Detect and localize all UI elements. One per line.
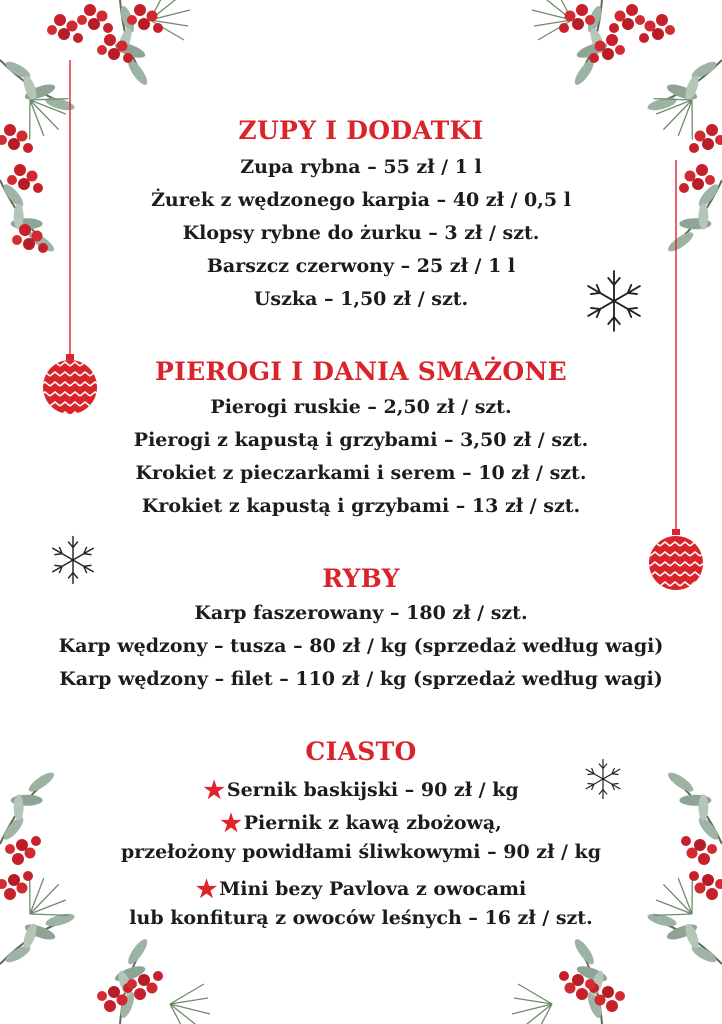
menu-item: Pierogi ruskie – 2,50 zł / szt. (210, 396, 512, 418)
menu-item: Karp faszerowany – 180 zł / szt. (194, 602, 528, 624)
menu-item-text: Piernik z kawą zbożową, (243, 812, 502, 834)
menu-item (0, 775, 722, 804)
menu-item: Zupa rybna – 55 zł / 1 l (240, 156, 482, 178)
menu-item: Pierogi z kapustą i grzybami – 3,50 zł / szt. (133, 429, 589, 451)
section-title-zupy: ZUPY I DODATKI (238, 116, 484, 145)
section-title-ryby: RYBY (322, 564, 400, 593)
menu-item: Karp wędzony – filet – 110 zł / kg (sprzedaż według wagi) (59, 668, 663, 690)
menu-item: Krokiet z pieczarkami i serem – 10 zł / szt. (135, 462, 587, 484)
section-title-ciasto: CIASTO (305, 737, 417, 766)
star-icon: ★ (195, 874, 218, 903)
menu-item (0, 808, 722, 837)
menu-item-text: lub konfiturą z owoców leśnych – 16 zł / szt. (129, 907, 593, 929)
menu-item-text: Mini bezy Pavlova z owocami (219, 878, 527, 900)
menu-item: Żurek z wędzonego karpia – 40 zł / 0,5 l (151, 189, 571, 211)
menu-item: Krokiet z kapustą i grzybami – 13 zł / szt. (141, 495, 581, 517)
section-title-pierogi: PIEROGI I DANIA SMAŻONE (155, 357, 567, 386)
menu-item (0, 841, 722, 863)
star-icon: ★ (203, 775, 225, 804)
menu-item-text: Sernik baskijski – 90 zł / kg (226, 779, 519, 801)
menu-item: Klopsy rybne do żurku – 3 zł / szt. (182, 222, 540, 244)
menu-item: Barszcz czerwony – 25 zł / 1 l (206, 255, 516, 277)
menu-item (0, 907, 722, 929)
menu-item: Karp wędzony – tusza – 80 zł / kg (sprzedaż według wagi) (58, 635, 664, 657)
menu-item (0, 874, 722, 903)
menu-item-text: przełożony powidłami śliwkowymi – 90 zł / kg (120, 841, 601, 863)
star-icon: ★ (220, 808, 242, 837)
menu-item: Uszka – 1,50 zł / szt. (253, 288, 469, 310)
